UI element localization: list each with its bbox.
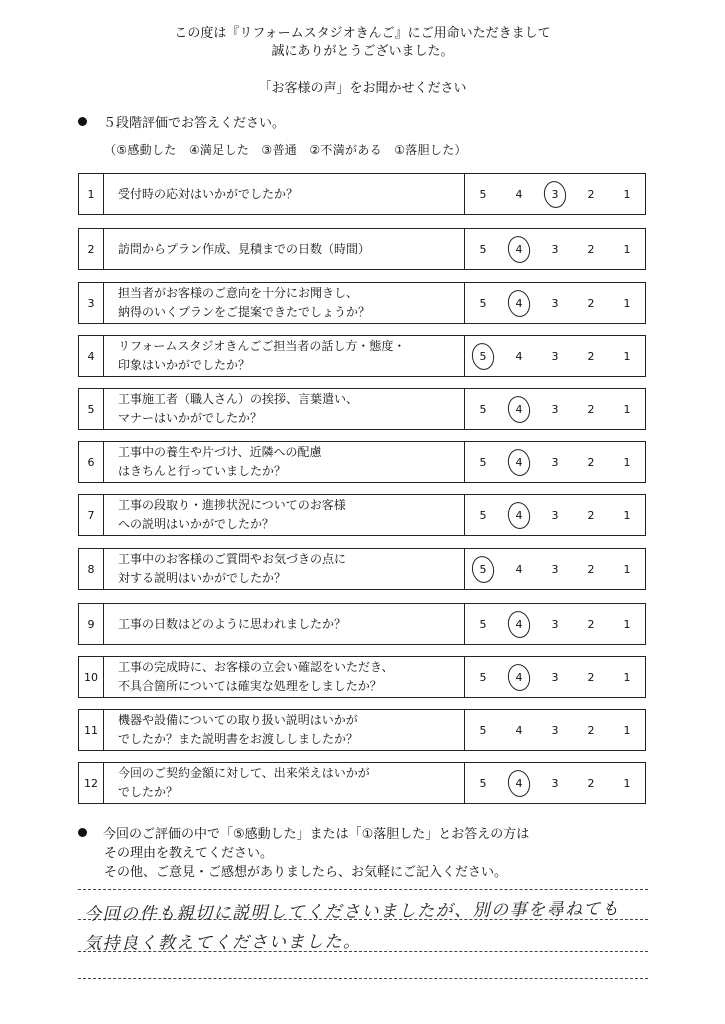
question-number: 12 — [79, 763, 104, 803]
rating-option[interactable]: 4 — [515, 562, 523, 576]
rating-options — [465, 710, 645, 750]
question-row — [78, 388, 646, 430]
question-text — [104, 229, 465, 269]
question-text-line: 工事中のお客様のご質問やお気づきの点に — [117, 552, 346, 566]
question-text-line: でしたか？また説明書をお渡ししましたか？ — [117, 732, 358, 746]
question-text-line: 印象はいかがでしたか？ — [117, 358, 250, 372]
question-text-line: 担当者がお客様のご意向を十分にお聞きし、 — [117, 286, 358, 300]
question-number: 9 — [79, 604, 104, 644]
rating-option[interactable]: 3 — [551, 670, 559, 684]
comment-line — [78, 889, 648, 890]
handwritten-comment-line-2: 気持良く教えてくださいました。 — [83, 932, 362, 954]
question-text-line: 訪問からプラン作成、見積までの日数（時間） — [117, 241, 370, 256]
rating-option[interactable]: 2 — [587, 617, 595, 631]
rating-option[interactable]: 3 — [551, 508, 559, 522]
rating-option[interactable]: 2 — [587, 187, 595, 201]
question-text-line: でしたか？ — [117, 785, 178, 799]
rating-option[interactable]: 3 — [551, 349, 559, 363]
rating-option-selected[interactable]: 4 — [501, 297, 537, 310]
rating-option[interactable]: 1 — [623, 776, 631, 790]
comment-line — [78, 978, 648, 979]
question-text — [104, 495, 465, 535]
question-number: 1 — [79, 174, 104, 214]
question-number: 8 — [79, 549, 104, 589]
question-row — [78, 709, 646, 751]
question-row — [78, 548, 646, 590]
rating-option[interactable]: 2 — [587, 455, 595, 469]
rating-scale-legend: （⑤感動した ④満足した ③普通 ②不満がある ①落胆した） — [104, 143, 467, 157]
rating-option[interactable]: 1 — [623, 562, 631, 576]
bullet-icon — [78, 117, 87, 126]
question-text — [104, 283, 465, 323]
question-number: 6 — [79, 442, 104, 482]
rating-option[interactable]: 1 — [623, 187, 631, 201]
rating-option-selected[interactable]: 4 — [501, 243, 537, 256]
question-number: 4 — [79, 336, 104, 376]
rating-options — [465, 229, 645, 269]
rating-option[interactable]: 3 — [551, 723, 559, 737]
question-text-line: マナーはいかがでしたか？ — [117, 411, 262, 425]
rating-option[interactable]: 3 — [551, 455, 559, 469]
rating-option[interactable]: 5 — [479, 723, 487, 737]
rating-option-selected[interactable]: 4 — [501, 777, 537, 790]
rating-option[interactable]: 5 — [479, 242, 487, 256]
question-number: 7 — [79, 495, 104, 535]
question-row — [78, 282, 646, 324]
question-text-line: 今回のご契約金額に対して、出来栄えはいかが — [117, 766, 370, 780]
rating-option[interactable]: 5 — [479, 670, 487, 684]
question-text-line: 工事施工者（職人さん）の挨拶、言葉遣い、 — [117, 392, 358, 406]
question-number: 10 — [79, 657, 104, 697]
question-number: 3 — [79, 283, 104, 323]
reason-instruction-line-2: その理由を教えてください。 — [104, 846, 274, 861]
question-text-line: 不具合箇所については確実な処理をしましたか？ — [117, 679, 382, 693]
rating-option-selected[interactable]: 5 — [465, 563, 501, 576]
rating-option-selected[interactable]: 5 — [465, 350, 501, 363]
rating-option-selected[interactable]: 4 — [501, 671, 537, 684]
question-text-line: 工事の日数はどのように思われましたか？ — [117, 616, 346, 631]
question-text — [104, 336, 465, 376]
question-text — [104, 549, 465, 589]
rating-option[interactable]: 2 — [587, 562, 595, 576]
rating-options — [465, 763, 645, 803]
rating-options — [465, 604, 645, 644]
question-text — [104, 763, 465, 803]
reason-instruction-line-3: その他、ご意見・ご感想がありましたら、お気軽にご記入ください。 — [104, 865, 508, 880]
customer-voice-prompt: 「お客様の声」をお聞かせください — [258, 81, 467, 96]
rating-option[interactable]: 2 — [587, 296, 595, 310]
rating-option[interactable]: 5 — [479, 776, 487, 790]
question-row — [78, 228, 646, 270]
question-number: 5 — [79, 389, 104, 429]
rating-option[interactable]: 1 — [623, 242, 631, 256]
handwritten-comment-line-1: 今回の件も親切に説明してくださいましたが、別の事を尋ねても — [83, 899, 621, 925]
rating-option[interactable]: 2 — [587, 723, 595, 737]
rating-option[interactable]: 1 — [623, 296, 631, 310]
question-row — [78, 441, 646, 483]
rating-options — [465, 174, 645, 214]
rating-option[interactable]: 2 — [587, 242, 595, 256]
rating-option[interactable]: 1 — [623, 670, 631, 684]
rating-options — [465, 283, 645, 323]
rating-option[interactable]: 5 — [479, 455, 487, 469]
rating-options — [465, 549, 645, 589]
rating-option[interactable]: 4 — [515, 349, 523, 363]
question-text-line: 工事中の養生や片づけ、近隣への配慮 — [117, 445, 322, 459]
rating-option[interactable]: 5 — [479, 508, 487, 522]
question-row — [78, 762, 646, 804]
bullet-icon — [78, 828, 87, 837]
rating-option[interactable]: 5 — [479, 617, 487, 631]
reason-instruction-text: 今回のご評価の中で「⑤感動した」または「①落胆した」とお答えの方は — [103, 827, 530, 842]
rating-options — [465, 657, 645, 697]
question-text-line: はきちんと行っていましたか？ — [117, 464, 286, 478]
rating-option[interactable]: 1 — [623, 402, 631, 416]
question-text-line: リフォームスタジオきんごご担当者の話し方・態度・ — [117, 339, 406, 353]
rating-option[interactable]: 1 — [623, 617, 631, 631]
question-text — [104, 442, 465, 482]
reason-instruction — [78, 823, 529, 842]
rating-option-selected[interactable]: 4 — [501, 403, 537, 416]
question-row — [78, 603, 646, 645]
question-number: 2 — [79, 229, 104, 269]
rating-option[interactable]: 2 — [587, 776, 595, 790]
question-text — [104, 174, 465, 214]
rating-option[interactable]: 2 — [587, 402, 595, 416]
rating-option-selected[interactable]: 3 — [537, 188, 573, 201]
intro-line-1: この度は『リフォームスタジオきんご』にご用命いただきまして — [174, 26, 551, 41]
rating-option-selected[interactable]: 4 — [501, 509, 537, 522]
rating-option[interactable]: 5 — [479, 296, 487, 310]
rating-option[interactable]: 1 — [623, 508, 631, 522]
question-row — [78, 173, 646, 215]
rating-option[interactable]: 3 — [551, 402, 559, 416]
rating-option[interactable]: 3 — [551, 617, 559, 631]
question-row — [78, 335, 646, 377]
rating-instruction-text: ５段階評価でお答えください。 — [103, 116, 286, 131]
question-text-line: 対する説明はいかがでしたか？ — [117, 571, 286, 585]
rating-option[interactable]: 4 — [515, 187, 523, 201]
rating-option[interactable]: 3 — [551, 562, 559, 576]
rating-option-selected[interactable]: 4 — [501, 456, 537, 469]
rating-option[interactable]: 3 — [551, 296, 559, 310]
rating-option[interactable]: 4 — [515, 723, 523, 737]
question-text-line: 工事の完成時に、お客様の立会い確認をいただき、 — [117, 660, 394, 674]
question-text — [104, 710, 465, 750]
question-text-line: 受付時の応対はいかがでしたか？ — [117, 186, 298, 201]
question-text — [104, 604, 465, 644]
rating-option[interactable]: 1 — [623, 455, 631, 469]
intro-line-2: 誠にありがとうございました。 — [271, 44, 454, 59]
question-text — [104, 389, 465, 429]
question-text-line: 工事の段取り・進捗状況についてのお客様 — [117, 498, 346, 512]
rating-options — [465, 495, 645, 535]
question-text-line: 機器や設備についての取り扱い説明はいかが — [117, 713, 358, 727]
rating-options — [465, 442, 645, 482]
rating-option[interactable]: 5 — [479, 187, 487, 201]
rating-option-selected[interactable]: 4 — [501, 618, 537, 631]
rating-option[interactable]: 3 — [551, 242, 559, 256]
rating-instruction — [78, 112, 285, 131]
question-text-line: への説明はいかがでしたか？ — [117, 517, 274, 531]
question-text — [104, 657, 465, 697]
rating-option[interactable]: 3 — [551, 776, 559, 790]
rating-option[interactable]: 2 — [587, 508, 595, 522]
question-text-line: 納得のいくプランをご提案できたでしょうか？ — [117, 305, 370, 319]
rating-options — [465, 389, 645, 429]
rating-option[interactable]: 1 — [623, 723, 631, 737]
question-row — [78, 656, 646, 698]
question-row — [78, 494, 646, 536]
question-number: 11 — [79, 710, 104, 750]
rating-options — [465, 336, 645, 376]
rating-option[interactable]: 2 — [587, 349, 595, 363]
rating-option[interactable]: 1 — [623, 349, 631, 363]
rating-option[interactable]: 2 — [587, 670, 595, 684]
rating-option[interactable]: 5 — [479, 402, 487, 416]
